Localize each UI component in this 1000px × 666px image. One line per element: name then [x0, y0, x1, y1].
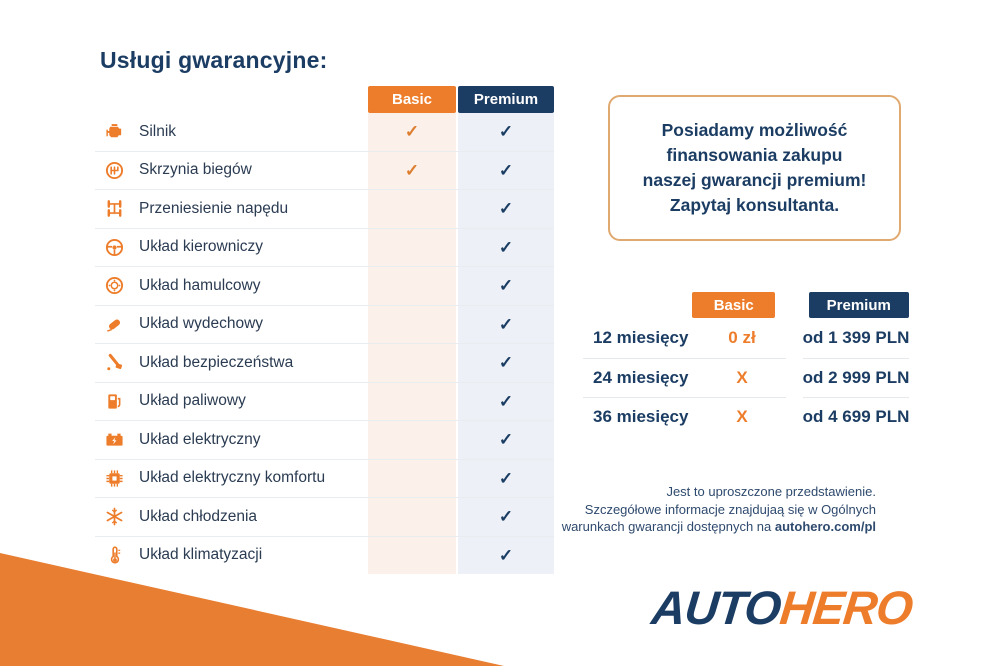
basic-cell [368, 267, 456, 305]
disclaimer [562, 483, 876, 536]
premium-check-icon: ✓ [498, 199, 514, 219]
pricing-row [583, 397, 909, 437]
pricing-period: 36 miesięcy [593, 407, 689, 427]
steering-wheel-icon [104, 229, 124, 267]
service-row [95, 382, 554, 421]
premium-cell [458, 460, 554, 498]
pricing-period: 24 miesięcy [593, 367, 689, 387]
premium-check-icon: ✓ [498, 276, 514, 296]
pricing-header-gap [775, 292, 791, 318]
basic-check-icon: ✓ [404, 122, 420, 142]
logo-text-auto: AUTO [649, 581, 783, 634]
service-label: Układ wydechowy [139, 315, 264, 333]
service-row [95, 459, 554, 498]
service-label: Układ elektryczny [139, 430, 261, 448]
chip-icon [104, 460, 124, 498]
thermometer-icon [104, 537, 124, 575]
gearbox-icon [104, 152, 124, 190]
pricing-rows [583, 318, 909, 437]
services-column-header-premium: Premium [458, 86, 554, 113]
service-label: Przeniesienie napędu [139, 199, 289, 217]
premium-check-icon: ✓ [498, 545, 514, 565]
basic-cell [368, 537, 456, 575]
service-label: Układ hamulcowy [139, 276, 261, 294]
service-label: Układ elektryczny komfortu [139, 469, 326, 487]
basic-cell [368, 421, 456, 459]
premium-check-icon: ✓ [498, 122, 514, 142]
service-row [95, 266, 554, 305]
service-label: Układ paliwowy [139, 392, 246, 410]
basic-cell [368, 460, 456, 498]
premium-check-icon: ✓ [498, 430, 514, 450]
disclaimer-line: Jest to uproszczone przedstawienie. [666, 484, 876, 499]
basic-cell [368, 306, 456, 344]
service-label: Układ klimatyzacji [139, 546, 263, 564]
basic-cell [368, 152, 456, 190]
service-label: Silnik [139, 122, 177, 140]
basic-cell [368, 190, 456, 228]
pricing-table [583, 292, 909, 437]
services-column-header-basic: Basic [368, 86, 456, 113]
basic-cell [368, 383, 456, 421]
service-row [95, 420, 554, 459]
pricing-table-header [583, 292, 909, 318]
drivetrain-icon [104, 190, 124, 228]
premium-cell [458, 190, 554, 228]
page-title: Usługi gwarancyjne: [100, 47, 328, 73]
premium-cell [458, 152, 554, 190]
basic-check-icon: ✓ [404, 160, 420, 180]
pricing-premium-value: od 4 699 PLN [803, 397, 909, 437]
service-row [95, 497, 554, 536]
warranty-services-section [95, 47, 554, 574]
basic-cell [368, 113, 456, 151]
pricing-header-spacer [583, 292, 692, 318]
snowflake-icon [104, 498, 124, 536]
brake-icon [104, 267, 124, 305]
premium-cell [458, 344, 554, 382]
header-spacer [95, 86, 368, 113]
service-row [95, 113, 554, 151]
basic-cell [368, 498, 456, 536]
premium-check-icon: ✓ [498, 507, 514, 527]
pricing-row [583, 358, 909, 398]
premium-cell [458, 306, 554, 344]
exhaust-icon [104, 306, 124, 344]
services-table-header [95, 86, 554, 113]
engine-icon [104, 113, 124, 151]
pricing-basic-value: 0 zł [728, 327, 756, 347]
premium-cell [458, 498, 554, 536]
pricing-column-header-basic: Basic [692, 292, 775, 318]
pricing-period: 12 miesięcy [593, 327, 689, 347]
premium-cell [458, 421, 554, 459]
pricing-column-header-premium: Premium [809, 292, 909, 318]
premium-cell [458, 537, 554, 575]
service-row [95, 343, 554, 382]
promo-line: Posiadamy możliwość [661, 120, 848, 141]
premium-cell [458, 267, 554, 305]
premium-check-icon: ✓ [498, 160, 514, 180]
premium-cell [458, 383, 554, 421]
fuel-pump-icon [104, 383, 124, 421]
service-row [95, 305, 554, 344]
pricing-basic-value: X [736, 367, 748, 387]
seatbelt-icon [104, 344, 124, 382]
premium-cell [458, 113, 554, 151]
service-row [95, 536, 554, 575]
promo-line: naszej gwarancji premium! [642, 170, 867, 190]
premium-check-icon: ✓ [498, 468, 514, 488]
premium-check-icon: ✓ [498, 237, 514, 257]
logo-text-hero: HERO [777, 581, 915, 634]
pricing-basic-value: X [736, 407, 748, 427]
service-label: Układ bezpieczeństwa [139, 353, 294, 371]
services-rows [95, 113, 554, 574]
service-label: Układ chłodzenia [139, 507, 258, 525]
premium-check-icon: ✓ [498, 314, 514, 334]
autohero-logo [649, 581, 915, 634]
service-row [95, 228, 554, 267]
premium-check-icon: ✓ [498, 391, 514, 411]
service-row [95, 151, 554, 190]
promo-line: Zapytaj konsultanta. [669, 194, 840, 215]
premium-cell [458, 229, 554, 267]
disclaimer-line [562, 518, 876, 536]
premium-check-icon: ✓ [498, 353, 514, 373]
disclaimer-line: Szczegółowe informacje znajdujaą się w Ogólnych [584, 501, 876, 517]
service-row [95, 189, 554, 228]
service-label: Układ kierowniczy [139, 238, 264, 256]
promo-line: finansowania zakupu [666, 145, 843, 166]
pricing-premium-value: od 2 999 PLN [803, 358, 909, 398]
pricing-row [583, 318, 909, 358]
basic-cell [368, 229, 456, 267]
pricing-premium-value: od 1 399 PLN [802, 327, 910, 347]
battery-icon [104, 421, 124, 459]
disclaimer-line-prefix: warunkach gwarancji dostępnych na [561, 519, 775, 534]
website-url: autohero.com/pl [774, 519, 876, 534]
service-label: Skrzynia biegów [139, 161, 252, 179]
basic-cell [368, 344, 456, 382]
financing-promo-box [608, 95, 901, 241]
